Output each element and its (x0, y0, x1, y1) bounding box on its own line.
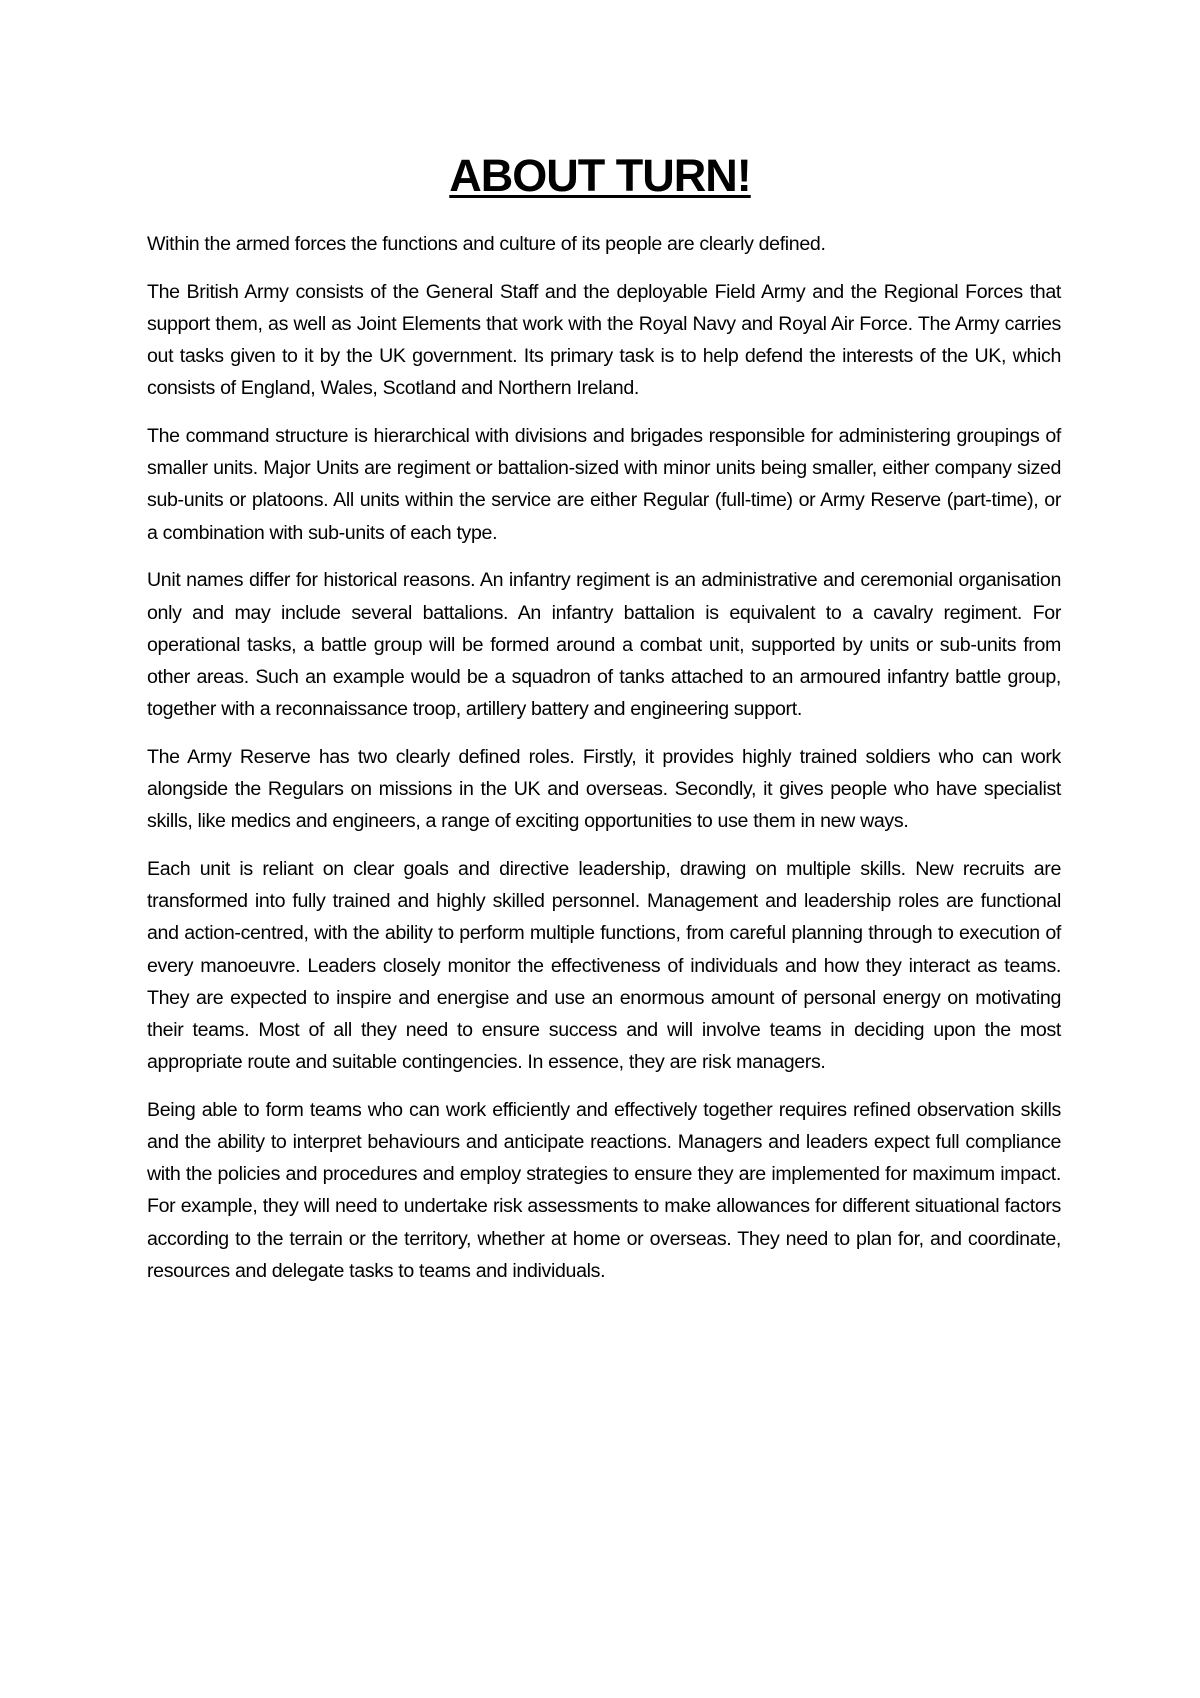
document-title: ABOUT TURN! (449, 150, 751, 201)
paragraph-british-army: The British Army consists of the General Staff and the deployable Field Army and the Regional Forces that support them, as well as Joint Elements that work with the Royal Navy and Royal Air Force. The Army carries out tasks given to it by the UK government. Its primary task is to help defend the interests of the UK, which consists of England, Wales, Scotland and Northern Ireland. (147, 280, 1061, 400)
document-body (147, 228, 1061, 1303)
paragraph-command-structure: The command structure is hierarchical with divisions and brigades responsible for administering groupings of smaller units. Major Units are regiment or battalion-sized with minor units being smaller, either company sized sub-units or platoons. All units within the service are either Regular (full-time) or Army Reserve (part-time), or a combination with sub-units of each type. (147, 425, 1061, 544)
paragraph-teams: Being able to form teams who can work efficiently and effectively together requires refined observation skills and the ability to interpret behaviours and anticipate reactions. Managers and leaders expect full compliance with the policies and procedures and employ strategies to ensure they are implemented for maximum impact. For example, they will need to undertake risk assessments to make allowances for different situational factors according to the terrain or the territory, whether at home or overseas. They need to plan for, and coordinate, resources and delegate tasks to teams and individuals. (147, 1098, 1061, 1282)
paragraph-leadership: Each unit is reliant on clear goals and directive leadership, drawing on multiple skills. New recruits are transformed into fully trained and highly skilled personnel. Management and leadership roles are functional and action-centred, with the ability to perform multiple functions, from careful planning through to execution of every manoeuvre. Leaders closely monitor the effectiveness of individuals and how they interact as teams. They are expected to inspire and energise and use an enormous amount of personal energy on motivating their teams. Most of all they need to ensure success and will involve teams in deciding upon the most appropriate route and suitable contingencies. In essence, they are risk managers. (147, 857, 1061, 1074)
paragraph-intro: Within the armed forces the functions and culture of its people are clearly defined. (147, 233, 826, 255)
paragraph-army-reserve: The Army Reserve has two clearly defined roles. Firstly, it provides highly trained soldiers who can work alongside the Regulars on missions in the UK and overseas. Secondly, it gives people who have specialist skills, like medics and engineers, a range of exciting opportunities to use them in new ways. (147, 745, 1061, 833)
paragraph-unit-names: Unit names differ for historical reasons. An infantry regiment is an administrative and ceremonial organisation only and may include several battalions. An infantry battalion is equivalent to a cavalry regiment. For operational tasks, a battle group will be formed around a combat unit, supported by units or sub-units from other areas. Such an example would be a squadron of tanks attached to an armoured infantry battle group, together with a reconnaissance troop, artillery battery and engineering support. (147, 569, 1061, 721)
